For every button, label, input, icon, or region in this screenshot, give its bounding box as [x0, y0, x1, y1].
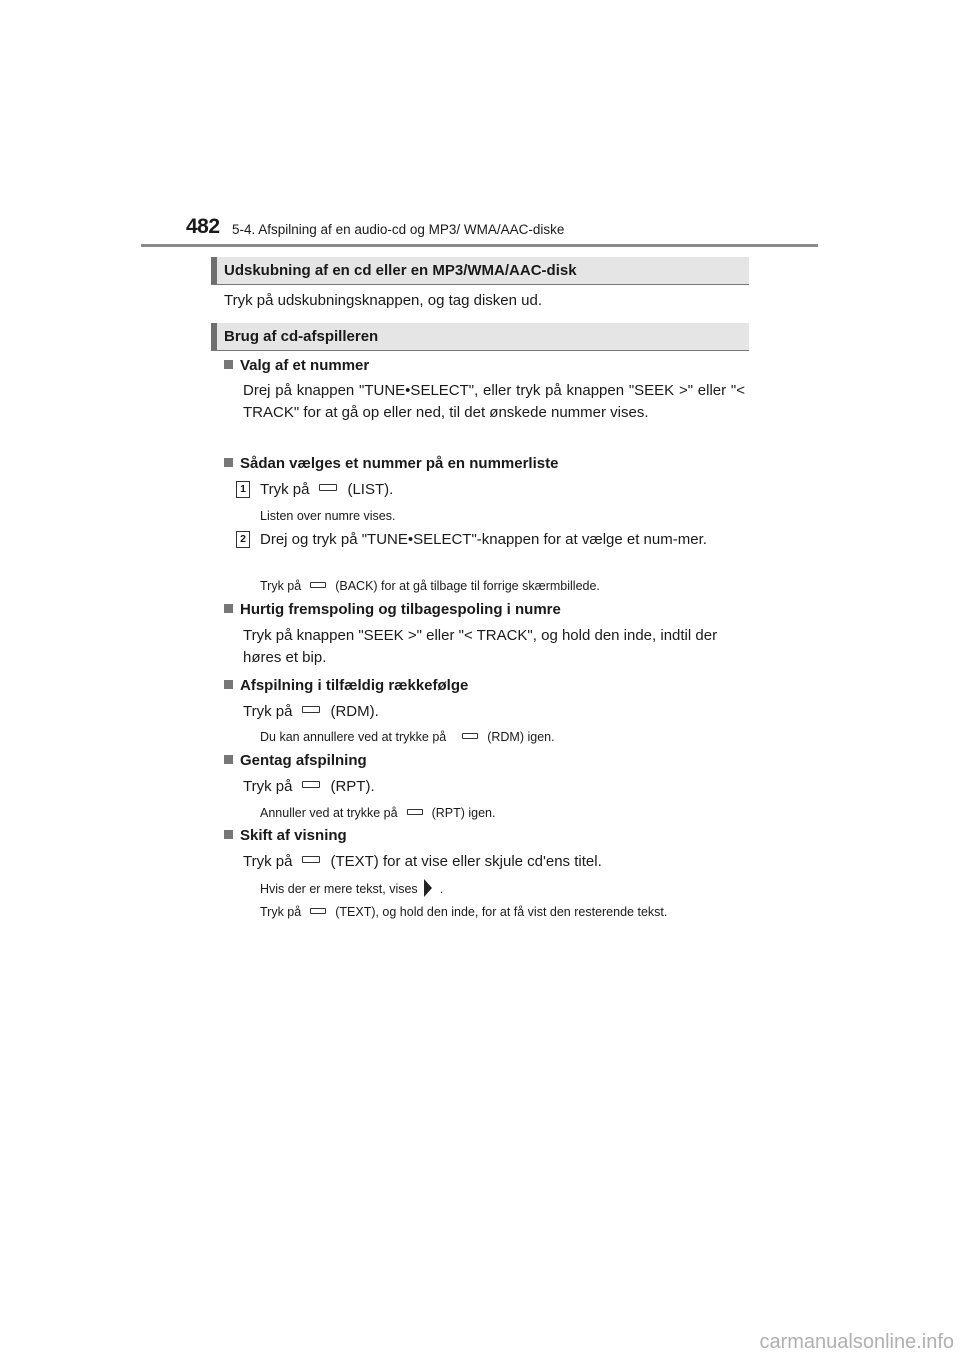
square-bullet-icon	[224, 755, 233, 764]
button-icon	[310, 908, 326, 914]
section-accent	[211, 323, 217, 350]
button-icon	[302, 856, 320, 863]
heading-repeat: Gentag afspilning	[224, 751, 367, 771]
step-number-2: 2	[236, 531, 250, 548]
square-bullet-icon	[224, 360, 233, 369]
arrow-right-icon	[424, 879, 432, 897]
repeat-note: Annuller ved at trykke på (RPT) igen.	[260, 806, 496, 820]
fast-forward-text: Tryk på knappen "SEEK >" eller "< TRACK", og hold den inde, indtil der høres et bip.	[243, 627, 718, 666]
section-accent	[211, 257, 217, 284]
heading-track-list: Sådan vælges et nummer på en nummerliste	[224, 454, 558, 474]
chapter-title: 5-4. Afspilning af en audio-cd og MP3/ WMA/AAC-diske	[232, 222, 565, 237]
header-divider	[141, 244, 818, 247]
watermark: carmanualsonline.info	[759, 1331, 954, 1353]
step-number-1: 1	[236, 481, 250, 498]
button-icon	[462, 733, 478, 739]
square-bullet-icon	[224, 458, 233, 467]
page-number: 482	[186, 215, 220, 238]
section-title: Brug af cd-afspilleren	[224, 328, 379, 345]
square-bullet-icon	[224, 680, 233, 689]
heading-display: Skift af visning	[224, 826, 347, 846]
step1-text: Tryk på (LIST).	[260, 481, 394, 498]
section-heading-eject	[211, 257, 749, 285]
random-text: Tryk på (RDM).	[243, 703, 379, 720]
heading-random: Afspilning i tilfældig rækkefølge	[224, 676, 468, 696]
button-icon	[302, 781, 320, 788]
repeat-text: Tryk på (RPT).	[243, 778, 375, 795]
select-track-text: Drej på knappen "TUNE•SELECT", eller tryk på knappen "SEEK >" eller "< TRACK" for at gå op eller ned, til det ønskede nummer vises.	[243, 382, 745, 421]
display-note-1: Hvis der er mere tekst, vises .	[260, 879, 443, 898]
heading-select-track: Valg af et nummer	[224, 356, 369, 376]
eject-text: Tryk på udskubningsknappen, og tag disken ud.	[224, 292, 542, 309]
button-icon	[319, 484, 337, 491]
square-bullet-icon	[224, 830, 233, 839]
section-heading-player	[211, 323, 749, 351]
button-icon	[302, 706, 320, 713]
display-text: Tryk på (TEXT) for at vise eller skjule cd'ens titel.	[243, 853, 602, 870]
heading-fast-forward: Hurtig fremspoling og tilbagespoling i numre	[224, 600, 561, 620]
step2-note: Tryk på (BACK) for at gå tilbage til forrige skærmbillede.	[260, 579, 600, 593]
square-bullet-icon	[224, 604, 233, 613]
display-note-2: Tryk på (TEXT), og hold den inde, for at få vist den resterende tekst.	[260, 905, 668, 919]
step2-text: Drej og tryk på "TUNE•SELECT"-knappen for at vælge et num-mer.	[260, 531, 707, 548]
section-title: Udskubning af en cd eller en MP3/WMA/AAC-disk	[224, 262, 577, 279]
random-note: Du kan annullere ved at trykke på (RDM) igen.	[260, 730, 555, 744]
step1-note: Listen over numre vises.	[260, 509, 396, 523]
button-icon	[407, 809, 423, 815]
button-icon	[310, 582, 326, 588]
